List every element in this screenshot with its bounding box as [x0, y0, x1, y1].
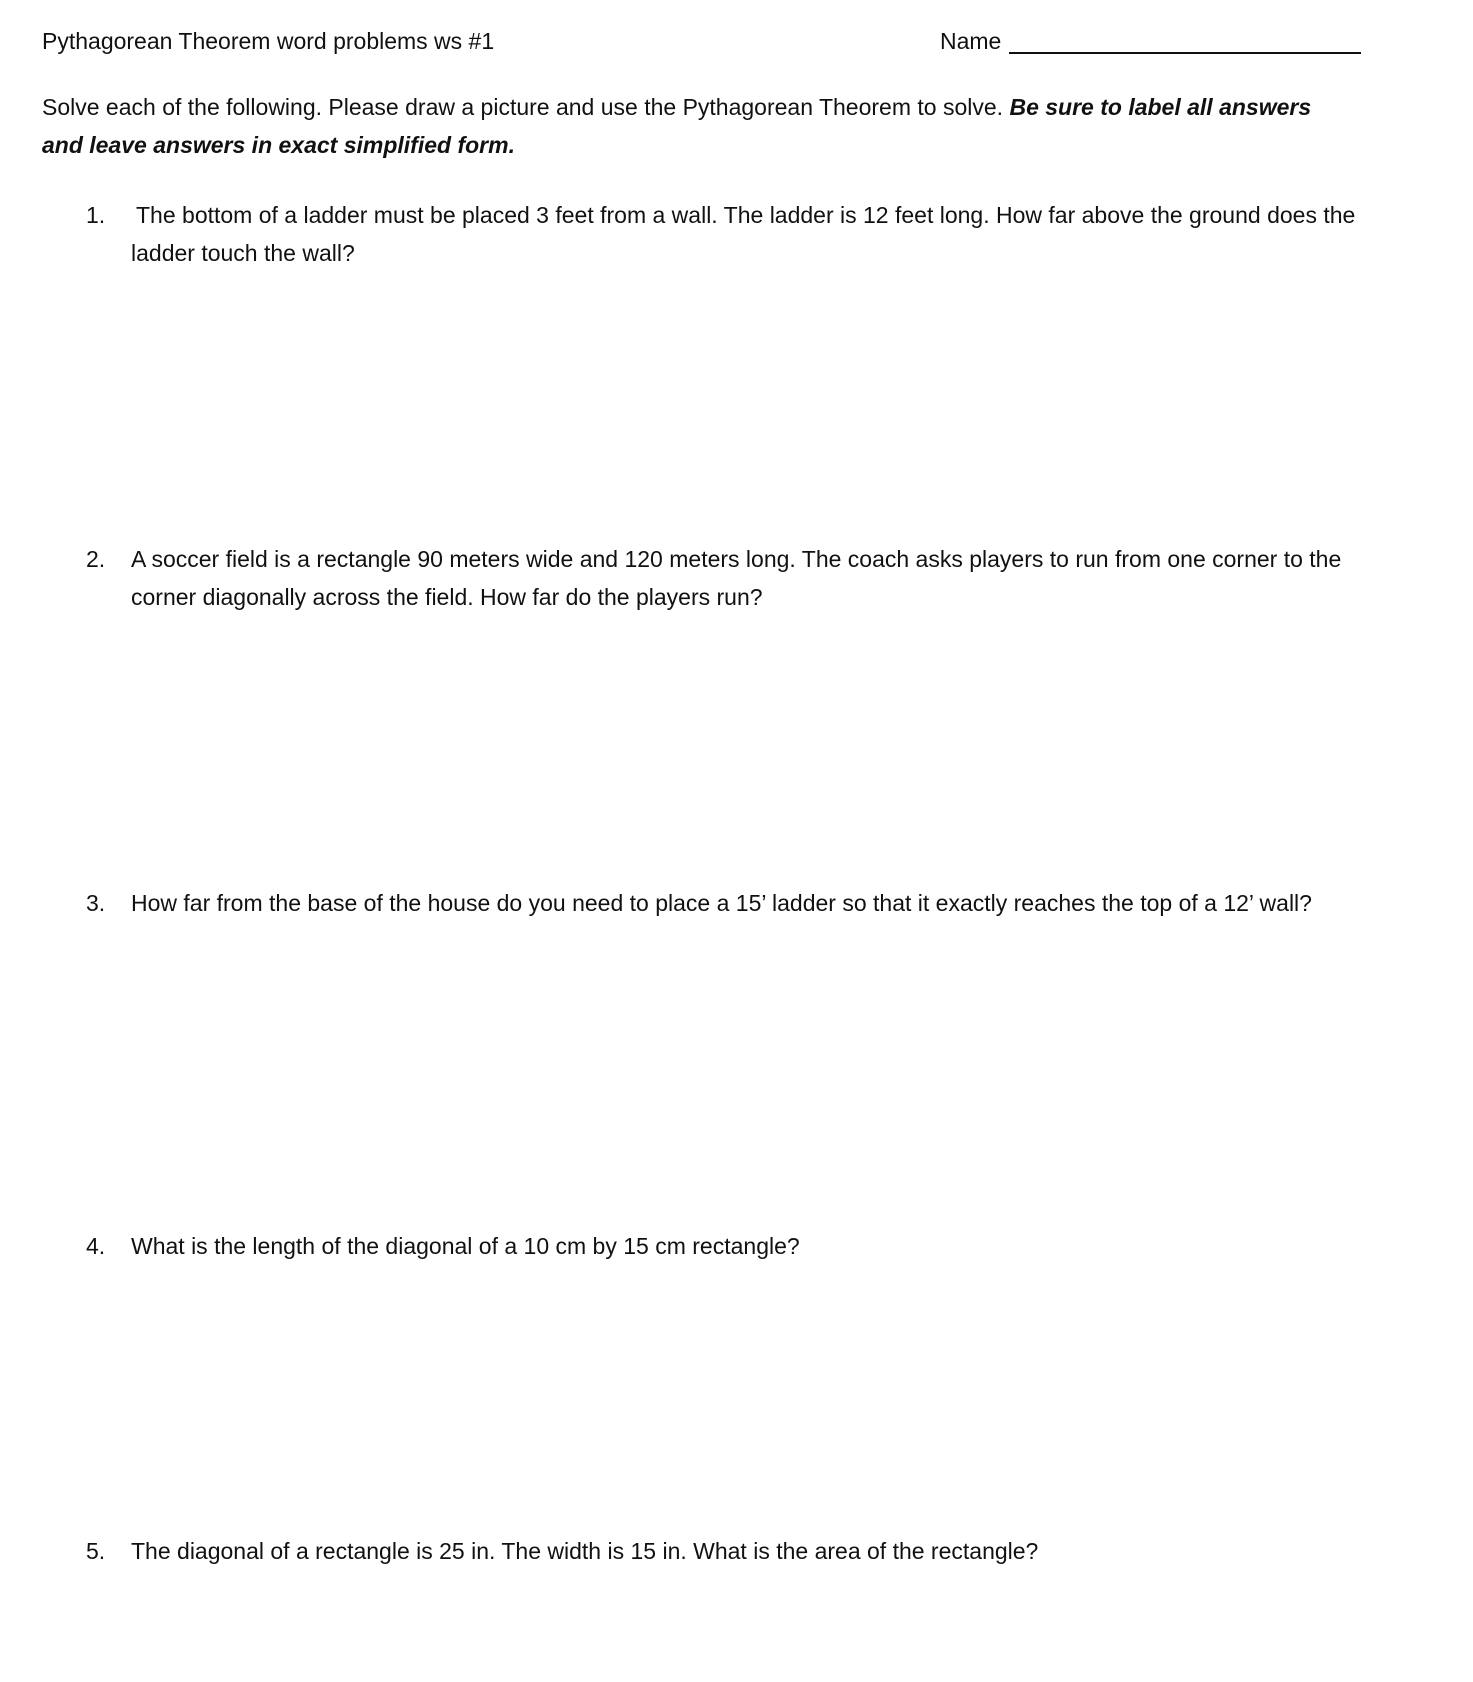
name-field-group [940, 26, 1361, 62]
problem-number: 2. [86, 546, 106, 572]
problem-number: 4. [86, 1233, 106, 1259]
problem-4 [86, 1227, 1396, 1265]
instructions [42, 88, 1342, 164]
problem-number: 5. [86, 1538, 106, 1564]
problem-1 [86, 196, 1396, 272]
worksheet-title: Pythagorean Theorem word problems ws #1 [42, 28, 495, 54]
problem-5 [86, 1532, 1396, 1570]
problem-text: The bottom of a ladder must be placed 3 feet from a wall. The ladder is 12 feet long. How far above the ground does the ladder touch the wall? [131, 202, 1356, 266]
name-label: Name [940, 28, 1002, 54]
problem-text: What is the length of the diagonal of a 10 cm by 15 cm rectangle? [131, 1233, 800, 1259]
instructions-text: Solve each of the following. Please draw a picture and use the Pythagorean Theorem to solve. [42, 94, 1004, 120]
worksheet-header [42, 26, 1362, 62]
problem-3 [86, 884, 1396, 922]
problem-2 [86, 540, 1396, 616]
problem-text: How far from the base of the house do you need to place a 15’ ladder so that it exactly reaches the top of a 12’ wall? [131, 890, 1312, 916]
problem-number: 1. [86, 202, 106, 228]
problem-number: 3. [86, 890, 106, 916]
name-blank-line[interactable] [1009, 26, 1361, 54]
problem-text: A soccer field is a rectangle 90 meters wide and 120 meters long. The coach asks players to run from one corner to the corner diagonally across the field. How far do the players run? [131, 546, 1342, 610]
problem-text: The diagonal of a rectangle is 25 in. The width is 15 in. What is the area of the rectangle? [131, 1538, 1039, 1564]
instructions-emphasis: Be sure to label all answers and leave answers in exact simplified form. [42, 94, 1312, 158]
